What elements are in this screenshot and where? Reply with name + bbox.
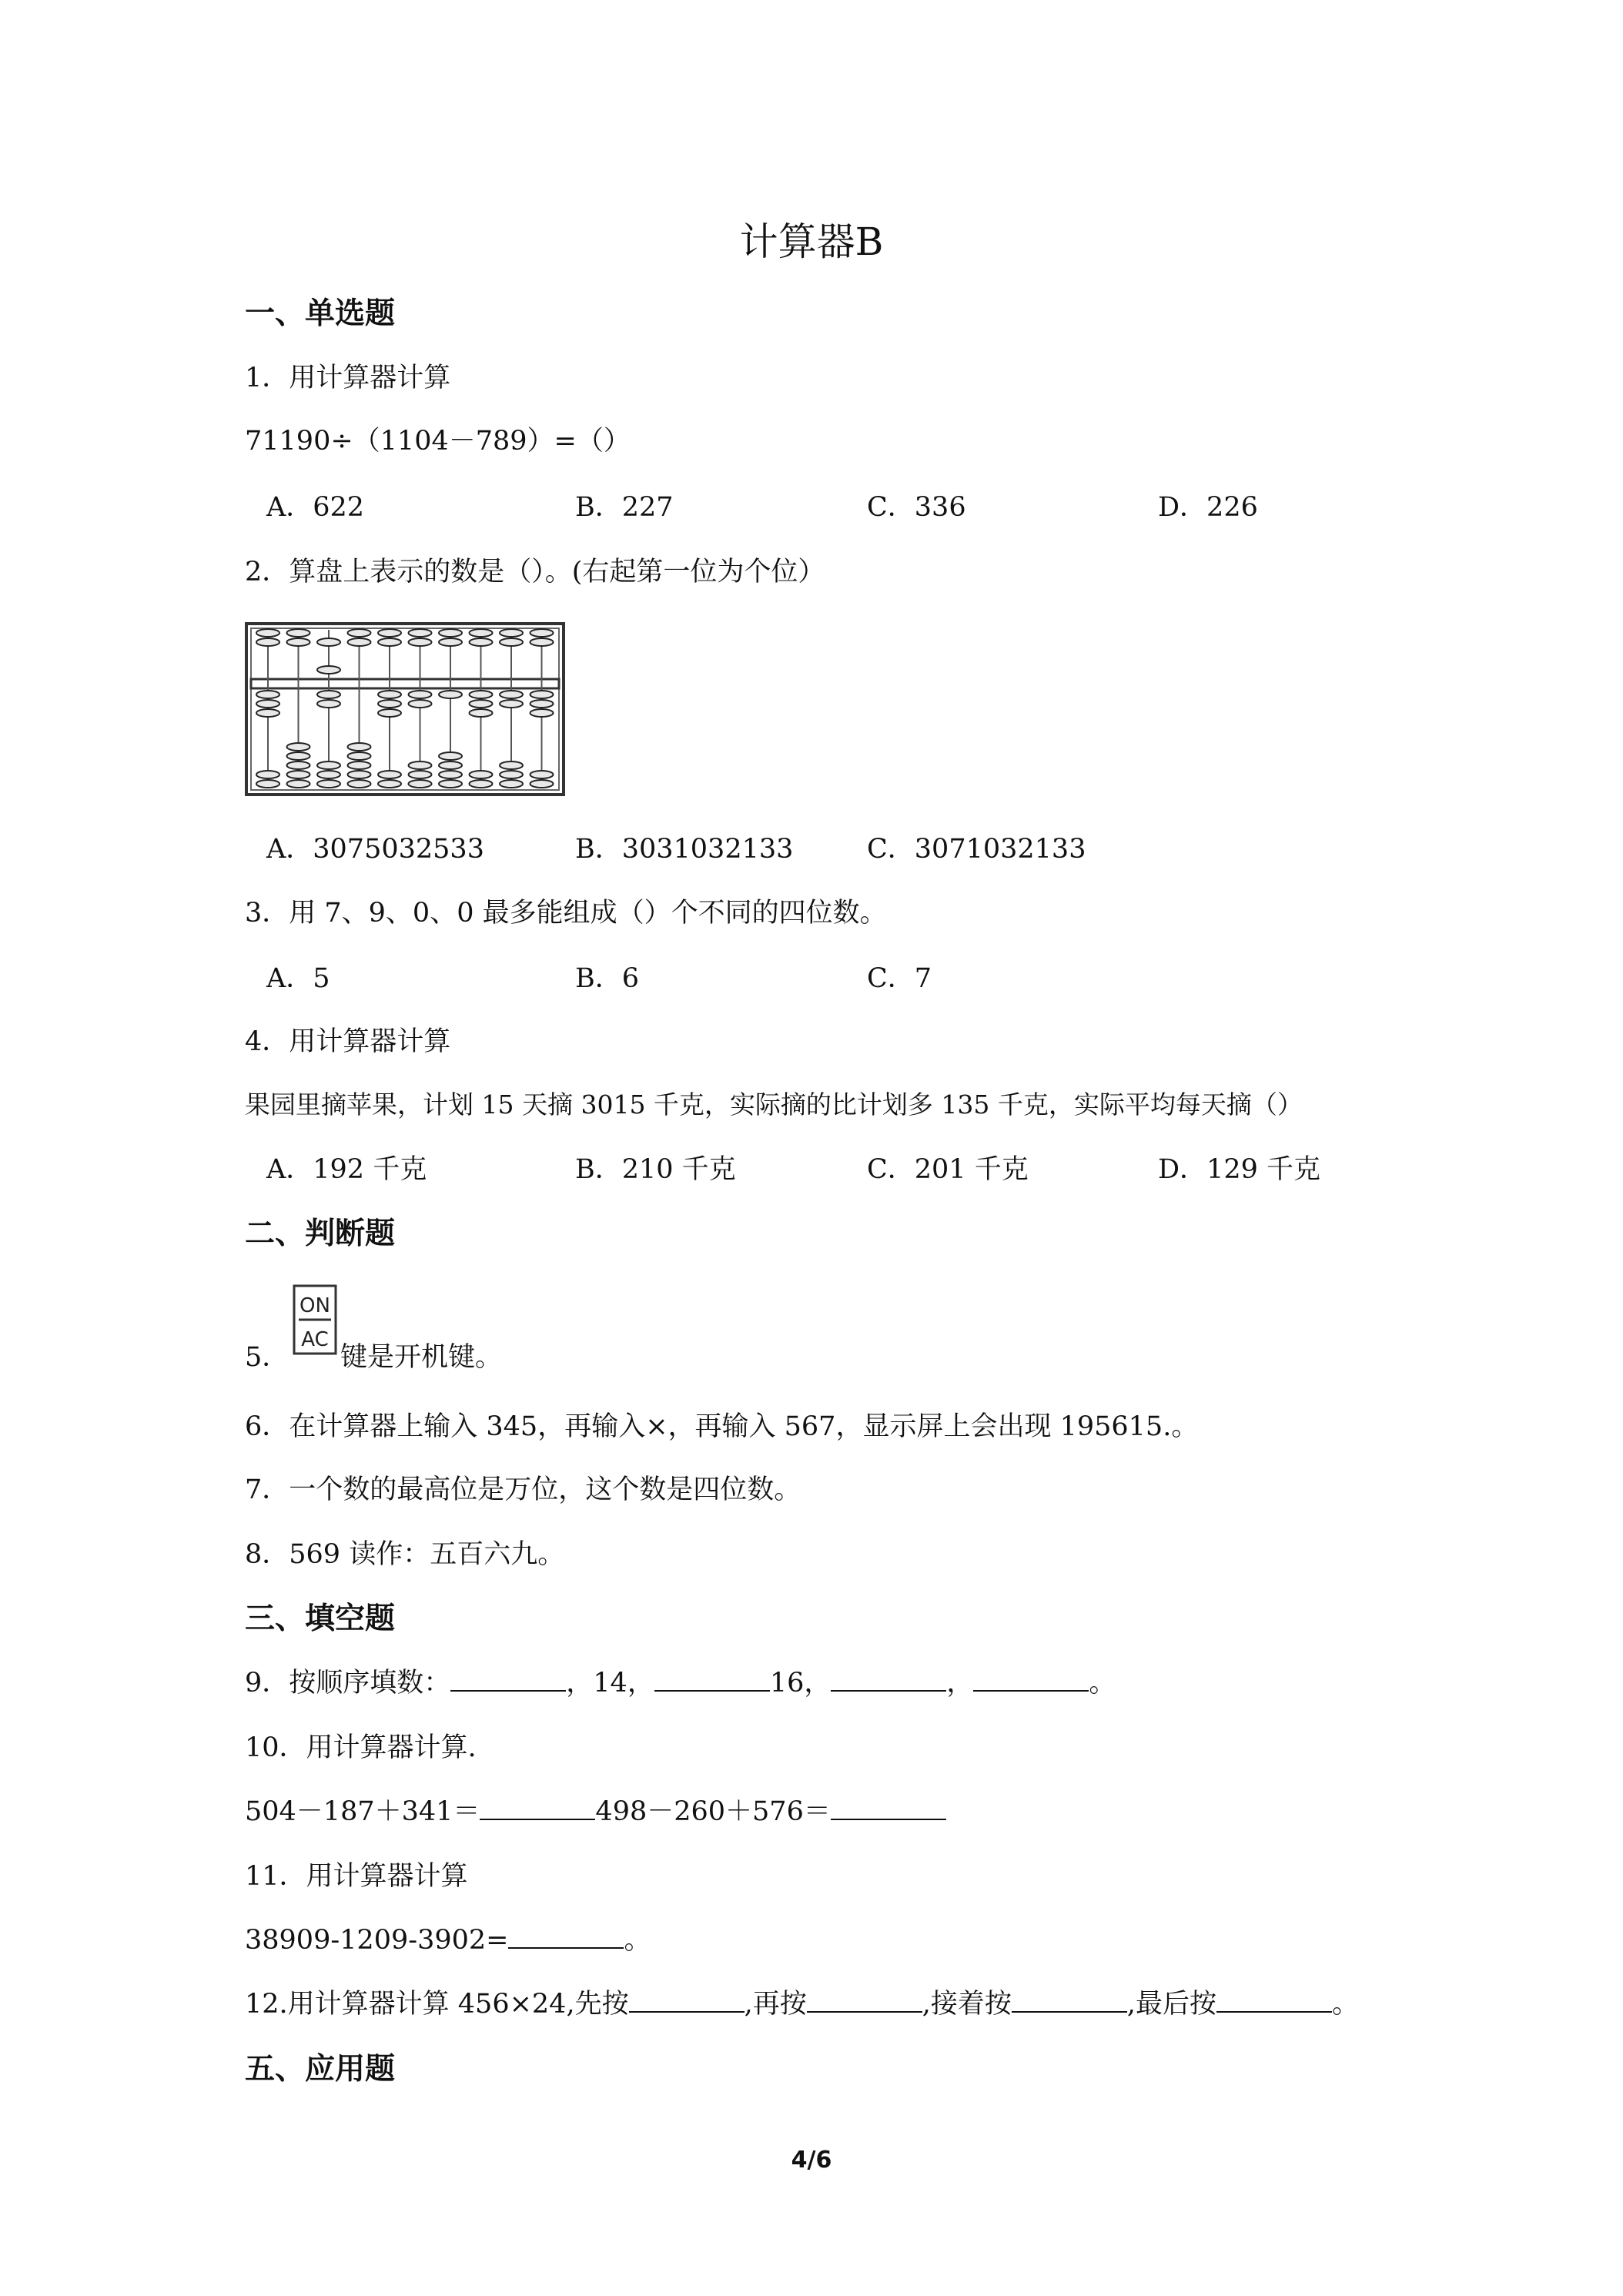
abacus-lower-bead <box>256 780 279 788</box>
answer-blank[interactable] <box>1216 1988 1332 2013</box>
abacus-lower-bead <box>470 700 493 708</box>
abacus-lower-bead <box>439 780 462 788</box>
abacus-lower-bead <box>439 752 462 760</box>
question-8: 8．569 读作：五百六九。 <box>245 1539 565 1570</box>
abacus-upper-bead <box>256 629 279 637</box>
question-3-option-c: C．7 <box>867 963 932 994</box>
abacus-upper-bead <box>287 638 310 646</box>
abacus-upper-bead <box>500 629 523 637</box>
abacus-figure <box>245 622 565 796</box>
abacus-lower-bead <box>530 771 554 778</box>
abacus-lower-bead <box>256 771 279 778</box>
abacus-upper-bead <box>378 638 401 646</box>
question-5-text: 键是开机键。 <box>340 1342 503 1373</box>
key-top-label: ON <box>300 1294 330 1317</box>
abacus-lower-bead <box>500 771 523 778</box>
abacus-upper-bead <box>317 638 340 646</box>
question-9-part-5: 。 <box>1089 1668 1116 1699</box>
question-3-option-b: B．6 <box>575 963 639 994</box>
abacus-lower-bead <box>409 700 432 708</box>
question-10-expressions <box>245 1794 946 1829</box>
abacus-lower-bead <box>378 771 401 778</box>
question-4-option-a: A．192 千克 <box>266 1154 427 1185</box>
question-12-part-2: ,再按 <box>744 1989 807 2020</box>
abacus-upper-bead <box>439 638 462 646</box>
abacus-beam <box>251 679 559 688</box>
abacus-lower-bead <box>287 743 310 751</box>
on-ac-key-icon <box>293 1284 337 1355</box>
answer-blank[interactable] <box>973 1667 1089 1692</box>
answer-blank[interactable] <box>807 1988 922 2013</box>
question-12-part-3: ,接着按 <box>922 1989 1012 2020</box>
abacus-lower-bead <box>500 691 523 698</box>
question-4-option-c: C．201 千克 <box>867 1154 1029 1185</box>
abacus-upper-bead <box>439 629 462 637</box>
answer-blank[interactable] <box>508 1924 624 1949</box>
question-11-end: 。 <box>624 1925 651 1956</box>
abacus-upper-bead <box>530 629 554 637</box>
abacus-lower-bead <box>500 780 523 788</box>
question-2-option-c: C．3071032133 <box>867 834 1086 865</box>
question-6: 6．在计算器上输入 345，再输入×，再输入 567，显示屏上会出现 195615.。 <box>245 1411 1199 1442</box>
abacus-upper-bead <box>256 638 279 646</box>
abacus-upper-bead <box>470 629 493 637</box>
abacus-lower-bead <box>317 780 340 788</box>
abacus-lower-bead <box>378 691 401 698</box>
abacus-lower-bead <box>530 700 554 708</box>
answer-blank[interactable] <box>831 1667 946 1692</box>
question-2-option-a: A．3075032533 <box>266 834 484 865</box>
section-heading-single-choice: 一、单选题 <box>245 296 396 331</box>
question-1-expression: 71190÷（1104－789）=（） <box>245 426 631 457</box>
answer-blank[interactable] <box>450 1667 566 1692</box>
question-5-number: 5． <box>245 1342 289 1373</box>
question-11-expression: 38909-1209-3902= <box>245 1925 509 1956</box>
abacus-upper-bead <box>348 638 371 646</box>
abacus-lower-bead <box>287 761 310 769</box>
question-10-stem: 10．用计算器计算. <box>245 1732 477 1763</box>
section-heading-fill-blank: 三、填空题 <box>245 1602 396 1636</box>
question-1-option-d: D．226 <box>1158 492 1258 523</box>
abacus-lower-bead <box>439 761 462 769</box>
abacus-lower-bead <box>530 691 554 698</box>
answer-blank[interactable] <box>480 1796 595 1820</box>
question-9 <box>245 1665 1116 1701</box>
abacus-lower-bead <box>409 780 432 788</box>
question-1-option-c: C．336 <box>867 492 966 523</box>
abacus-lower-bead <box>470 691 493 698</box>
question-9-part-4: ， <box>946 1668 974 1699</box>
abacus-upper-bead <box>500 638 523 646</box>
abacus-lower-bead <box>470 780 493 788</box>
question-10-expression-2: 498－260＋576＝ <box>595 1796 831 1827</box>
answer-blank[interactable] <box>1012 1988 1127 2013</box>
answer-blank[interactable] <box>654 1667 770 1692</box>
question-12-part-1: 12.用计算器计算 456×24,先按 <box>245 1989 629 2020</box>
abacus-lower-bead <box>530 780 554 788</box>
section-heading-application: 五、应用题 <box>245 2052 396 2087</box>
answer-blank[interactable] <box>629 1988 745 2013</box>
abacus-lower-bead <box>348 743 371 751</box>
abacus-lower-bead <box>500 700 523 708</box>
abacus-lower-bead <box>470 709 493 717</box>
abacus-lower-bead <box>348 761 371 769</box>
question-4-option-d: D．129 千克 <box>1158 1154 1320 1185</box>
abacus-lower-bead <box>500 761 523 769</box>
abacus-upper-bead <box>348 629 371 637</box>
question-12 <box>245 1986 1359 2022</box>
question-3-option-a: A．5 <box>266 963 330 994</box>
abacus-lower-bead <box>256 700 279 708</box>
question-2-option-b: B．3031032133 <box>575 834 794 865</box>
abacus-lower-bead <box>409 691 432 698</box>
abacus-upper-bead <box>317 666 340 674</box>
abacus-lower-bead <box>256 691 279 698</box>
question-9-part-2: ，14， <box>566 1668 654 1699</box>
abacus-lower-bead <box>439 691 462 698</box>
abacus-lower-bead <box>287 780 310 788</box>
key-bottom-label: AC <box>301 1328 329 1351</box>
abacus-lower-bead <box>378 780 401 788</box>
abacus-lower-bead <box>317 691 340 698</box>
question-1-option-b: B．227 <box>575 492 674 523</box>
question-9-part-3: 16， <box>769 1668 832 1699</box>
abacus-upper-bead <box>470 638 493 646</box>
abacus-lower-bead <box>317 700 340 708</box>
abacus-upper-bead <box>530 638 554 646</box>
abacus-lower-bead <box>348 771 371 778</box>
abacus-lower-bead <box>470 771 493 778</box>
abacus-lower-bead <box>256 709 279 717</box>
question-9-part-1: 9．按顺序填数： <box>245 1668 451 1699</box>
question-11-stem: 11．用计算器计算 <box>245 1861 468 1892</box>
question-12-part-5: 。 <box>1332 1989 1360 2020</box>
abacus-upper-bead <box>378 629 401 637</box>
question-4-text: 果园里摘苹果，计划 15 天摘 3015 千克，实际摘的比计划多 135 千克，实际平均每天摘（） <box>245 1089 1303 1120</box>
abacus-lower-bead <box>409 761 432 769</box>
abacus-lower-bead <box>348 752 371 760</box>
page-number: 4/6 <box>791 2147 832 2174</box>
question-7: 7．一个数的最高位是万位，这个数是四位数。 <box>245 1474 801 1505</box>
answer-blank[interactable] <box>831 1796 946 1820</box>
question-3-stem: 3．用 7、9、0、0 最多能组成（）个不同的四位数。 <box>245 898 887 929</box>
abacus-lower-bead <box>317 771 340 778</box>
question-12-part-4: ,最后按 <box>1126 1989 1217 2020</box>
section-heading-true-false: 二、判断题 <box>245 1217 396 1251</box>
abacus-upper-bead <box>409 638 432 646</box>
abacus-upper-bead <box>287 629 310 637</box>
question-11-expression-row <box>245 1923 651 1958</box>
question-2-stem: 2．算盘上表示的数是（）。(右起第一位为个位） <box>245 557 825 587</box>
abacus-lower-bead <box>317 761 340 769</box>
question-10-expression-1: 504－187＋341＝ <box>245 1796 480 1827</box>
question-4-option-b: B．210 千克 <box>575 1154 736 1185</box>
question-1-option-a: A．622 <box>266 492 365 523</box>
abacus-lower-bead <box>378 709 401 717</box>
page-title: 计算器B <box>739 219 884 264</box>
abacus-lower-bead <box>348 780 371 788</box>
abacus-lower-bead <box>287 752 310 760</box>
abacus-lower-bead <box>439 771 462 778</box>
abacus-lower-bead <box>287 771 310 778</box>
abacus-lower-bead <box>530 709 554 717</box>
abacus-lower-bead <box>409 771 432 778</box>
abacus-lower-bead <box>378 700 401 708</box>
abacus-upper-bead <box>409 629 432 637</box>
question-1-stem: 1．用计算器计算 <box>245 363 451 393</box>
question-4-stem: 4．用计算器计算 <box>245 1026 451 1057</box>
